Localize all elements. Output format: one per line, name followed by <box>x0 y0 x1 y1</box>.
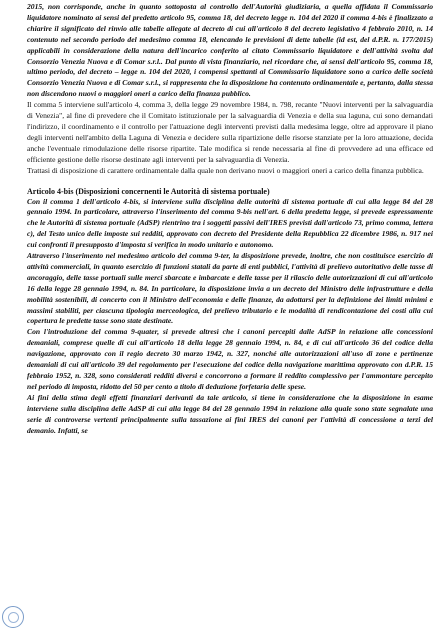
paragraph-effetti-finanziari: Ai fini della stima degli effetti finanziari derivanti da tale articolo, si tiene in considerazione che la disposizione in esame interviene sulla disciplina delle AdSP di cui alla legge 84 del 28 gennaio 1994 in relazione alla quale sono state segnalate una serie di controverse vertenti principalmente sulla tassazione ai fini IRES dei canoni per l'attività di concessione a terzi del demanio. Infatti, se <box>27 392 433 435</box>
paragraph-commissario-liquidatore: 2015, non corrisponde, anche in quanto sottoposta al controllo dell'Autorità giudiziaria, a quella affidata il Commissario liquidatore nominato ai sensi del predetto articolo 95, comma 18, del decreto legge n. 104 del 2020 il comma 4-bis è finalizzato a chiarire il significato del rinvio alle tabelle allegate al decreto di cui all'articolo 8 del decreto legislativo 4 febbraio 2010, n. 14 contenuto nel secondo periodo del medesimo comma 18, elencando le previsioni di dette tabelle (id est, del d.P.R. n. 177/2015) applicabili in considerazione della natura dell'incarico conferito al citato Commissario liquidatore e dell'attività svolta dal Consorzio Venezia Nuova e di Comar s.r.l.. Dal punto di vista finanziario, nel ricordare che, ai sensi dell'articolo 95, comma 18, ultimo periodo, del decreto – legge n. 104 del 2020, i compensi spettanti al Commissario liquidatore sono a carico delle società Consorzio Venezia Nuova e di Comar s.r.l., si rappresenta che la disposizione ha contenuto ordinamentale e, pertanto, dalla stessa non discendono nuovi o maggiori oneri a carico della finanza pubblico. <box>27 2 433 99</box>
seal-stamp-icon <box>2 606 24 628</box>
paragraph-disposizione-ordinamentale: Trattasi di disposizione di carattere ordinamentale dalla quale non derivano nuovi o maggiori oneri a carico della finanza pubblica. <box>27 165 424 175</box>
paragraph-comma-9-quater: Con l'introduzione del comma 9-quater, si prevede altresì che i canoni percepiti dalle AdSP in relazione alle concessioni demaniali, comprese quelle di cui all'articolo 18 della legge 28 gennaio 1994, n. 84, e di cui all'articolo 36 del codice della navigazione, approvato con il regio decreto 30 marzo 1942, n. 327, nonché alle autorizzazioni all'uso di zone e pertinenze demaniali di cui all'articolo 39 del regolamento per l'esecuzione del codice della navigazione marittima approvato con d.P.R. 15 febbraio 1952, n. 328, sono considerati redditi diversi e concorrono a formare il reddito complessivo per l'ammontare percepito nel periodo di imposta, ridotto del 50 per cento a titolo di deduzione forfetaria delle spese. <box>27 327 433 391</box>
paragraph-comma-5: Il comma 5 interviene sull'articolo 4, comma 3, della legge 29 novembre 1984, n. 798, recante "Nuovi interventi per la salvaguardia di Venezia", al fine di prevedere che il Comitato istituzionale per la salvaguardia di Venezia e della sua laguna, cui sono demandati l'indirizzo, il coordinamento e il controllo per l'attuazione degli interventi previsti dalla medesima legge, oltre ad approvare il piano degli interventi nell'ambito della Laguna di Venezia e decidere sulla ripartizione delle risorse stanziate per la loro attuazione, decida anche l'eventuale rimodulazione delle risorse ripartite. Tale modifica si rende necessaria al fine di provvedere ad una efficace ed efficiente gestione delle risorse destinate agli interventi per la salvaguardia di Venezia. <box>27 100 433 164</box>
section-heading-articolo-4-bis: Articolo 4-bis (Disposizioni concernenti le Autorità di sistema portuale) <box>27 186 270 196</box>
paragraph-comma-1: Con il comma 1 dell'articolo 4-bis, si interviene sulla disciplina delle autorità di sistema portuale di cui alla legge 84 del 28 gennaio 1994. In particolare, attraverso l'inserimento del comma 9-bis nell'art. 6 della predetta legge, si prevede espressamente che le Autorità di sistema portuale (AdSP) rientrino tra i soggetti passivi dell'IRES previsti dall'articolo 73, primo comma, lettera c), del Testo unico delle imposte sui redditi, approvato con decreto del Presidente della Repubblica 22 dicembre 1986, n. 917 nei cui confronti il presupposto d'imposta si verifica in modo unitario e autonomo. <box>27 196 433 250</box>
paragraph-comma-9-ter: Attraverso l'inserimento nel medesimo articolo del comma 9-ter, la disposizione prevede, inoltre, che non costituisce esercizio di attività commerciali, in quanto esercizio di funzioni statali da parte di enti pubblici, l'attività di prelievo autoritativo delle tasse di ancoraggio, delle tasse portuali sulle merci sbarcate e imbarcate e delle tasse per il rilascio delle autorizzazioni di cui all'articolo 16 della legge 28 gennaio 1994, n. 84. In particolare, la disposizione invia a un decreto del Ministro delle infrastrutture e della mobilità sostenibili, di concerto con il Ministro dell'economia e delle finanze, da adottarsi per la definizione dei limiti minimi e massimi stabiliti, per ciascuna tipologia merceologica, del prelievo tributario e le modalità di rendicontazione dei costi alla cui copertura le predette tasse sono state destinate. <box>27 251 433 326</box>
